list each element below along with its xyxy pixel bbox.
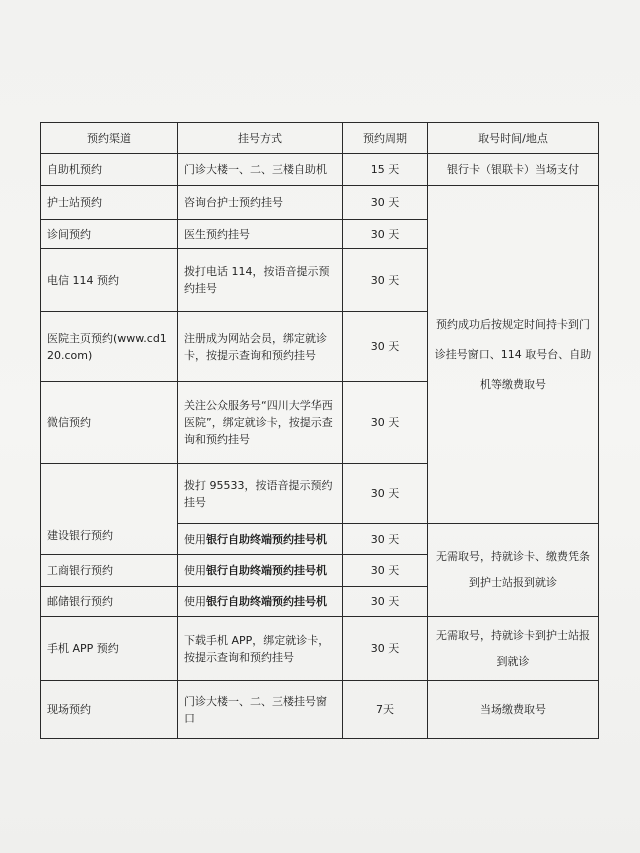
row-period: 30 天: [343, 220, 428, 249]
method-prefix: 使用: [184, 532, 206, 546]
row-channel: 建设银行预约: [41, 464, 178, 555]
header-method: 挂号方式: [178, 123, 343, 154]
row-channel: 自助机预约: [41, 154, 178, 186]
row-pickup: 银行卡（银联卡）当场支付: [428, 154, 599, 186]
row-channel: 邮储银行预约: [41, 587, 178, 617]
row-period: 7天: [343, 681, 428, 739]
row-method: 拨打 95533，按语音提示预约挂号: [178, 464, 343, 524]
method-bold: 银行自助终端预约挂号机: [206, 595, 327, 608]
row-channel: 工商银行预约: [41, 555, 178, 587]
row-period: 30 天: [343, 555, 428, 587]
merged-pickup-main: 预约成功后按规定时间持卡到门诊挂号窗口、114 取号台、自助机等缴费取号: [428, 186, 599, 524]
row-method: 关注公众服务号“四川大学华西医院”，绑定就诊卡，按提示查询和预约挂号: [178, 382, 343, 464]
row-method: 拨打电话 114，按语音提示预约挂号: [178, 249, 343, 312]
row-period: 30 天: [343, 617, 428, 681]
method-bold: 银行自助终端预约挂号机: [206, 532, 327, 546]
row-method: [178, 524, 343, 555]
row-channel: 诊间预约: [41, 220, 178, 249]
row-channel: 电信 114 预约: [41, 249, 178, 312]
header-period: 预约周期: [343, 123, 428, 154]
row-channel: 医院主页预约(www.cd120.com): [41, 312, 178, 382]
row-channel: 现场预约: [41, 681, 178, 739]
row-method: [178, 587, 343, 617]
table-row: [41, 681, 599, 739]
row-period: 30 天: [343, 186, 428, 220]
table-row: [41, 617, 599, 681]
row-pickup: 无需取号，持就诊卡到护士站报到就诊: [428, 617, 599, 681]
row-period: 30 天: [343, 382, 428, 464]
row-channel: 手机 APP 预约: [41, 617, 178, 681]
header-channel: 预约渠道: [41, 123, 178, 154]
method-prefix: 使用: [184, 564, 206, 577]
row-method: 门诊大楼一、二、三楼挂号窗口: [178, 681, 343, 739]
method-bold: 银行自助终端预约挂号机: [206, 564, 327, 577]
row-channel: 护士站预约: [41, 186, 178, 220]
row-method: 注册成为网站会员，绑定就诊卡，按提示查询和预约挂号: [178, 312, 343, 382]
method-prefix: 使用: [184, 595, 206, 608]
row-method: 下载手机 APP，绑定就诊卡，按提示查询和预约挂号: [178, 617, 343, 681]
row-period: 30 天: [343, 464, 428, 524]
row-method: 咨询台护士预约挂号: [178, 186, 343, 220]
row-method: [178, 555, 343, 587]
header-pickup: 取号时间/地点: [428, 123, 599, 154]
row-period: 30 天: [343, 249, 428, 312]
table-row: [41, 186, 599, 220]
merged-pickup-bank: 无需取号，持就诊卡、缴费凭条到护士站报到就诊: [428, 524, 599, 617]
row-period: 15 天: [343, 154, 428, 186]
row-period: 30 天: [343, 312, 428, 382]
appointment-table: [40, 122, 599, 739]
row-channel: 微信预约: [41, 382, 178, 464]
row-period: 30 天: [343, 587, 428, 617]
row-period: 30 天: [343, 524, 428, 555]
row-pickup: 当场缴费取号: [428, 681, 599, 739]
table-header-row: [41, 123, 599, 154]
table-row: [41, 154, 599, 186]
row-method: 医生预约挂号: [178, 220, 343, 249]
row-method: 门诊大楼一、二、三楼自助机: [178, 154, 343, 186]
